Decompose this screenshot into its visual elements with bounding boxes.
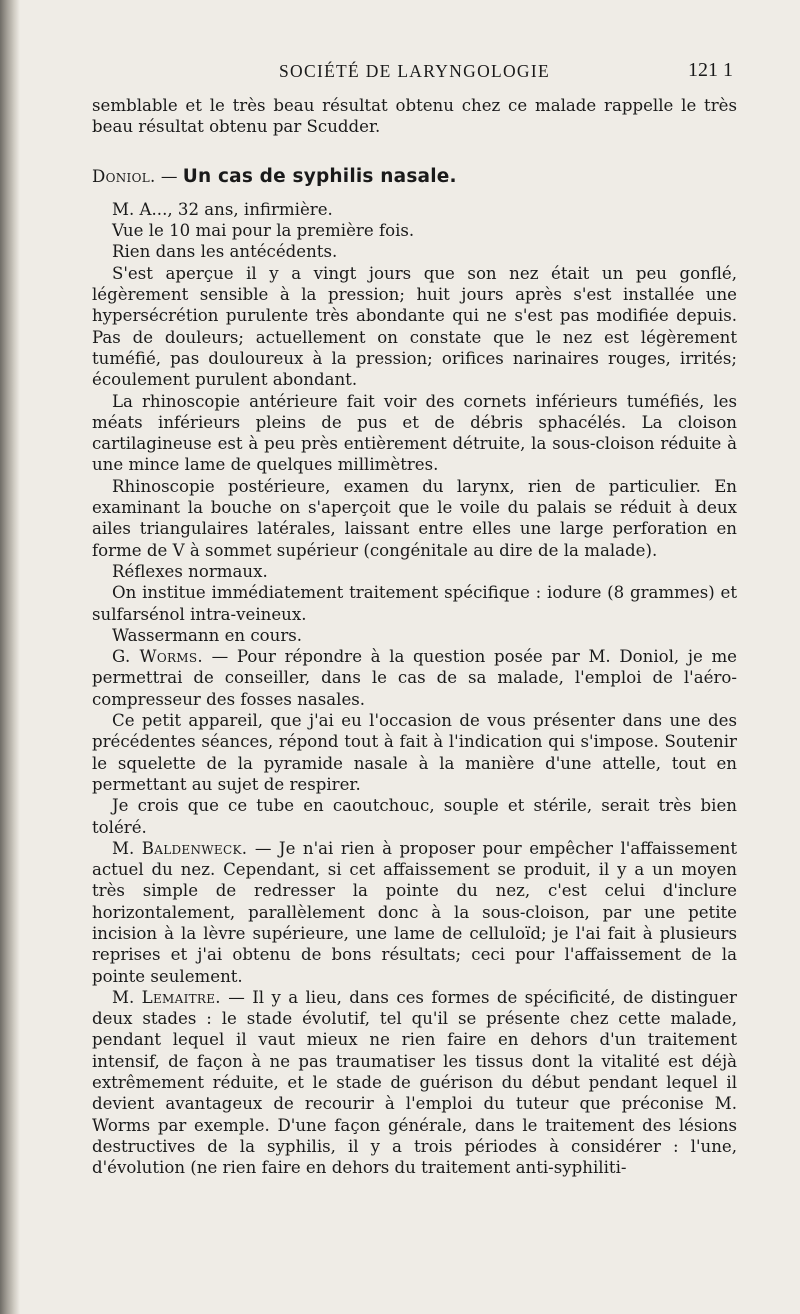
speaker-worms: G. Worms. — [112, 647, 203, 667]
paragraph-wassermann: Wassermann en cours. — [112, 625, 303, 645]
page-header — [92, 55, 737, 95]
lemaitre-prefix: M. — [112, 987, 142, 1007]
binding-shadow — [0, 0, 20, 1314]
paragraph-posterior-rhinoscopy: Rhinoscopie postérieure, examen du larynx, rien de particulier. En examinant la bouche on s'aperçoit que le voile du palais se réduit à deux ailes triangulaires latérales, laissant entre elles une large perforation en forme de V à sommet supérieur (congénitale au dire de la malade). — [92, 476, 737, 560]
lemaitre-text: — Il y a lieu, dans ces formes de spécificité, de distinguer deux stades : le stade évolutif, tel qu'il se présente chez cette malade, pendant lequel il vaut mieux ne rien faire en dehors d'un traitement intensif, de façon à ne pas traumatiser les tissus dont la vitalité est déjà extrêmement réduite, et le stade de guérison du début pendant lequel il devient avantageux de recourir à l'emploi du tuteur que préconise M. Worms par exemple. D'une façon générale, dans le traitement des lésions destructives de la syphilis, il y a trois périodes à considérer : l'une, d'évolution (ne rien faire en dehors du traitement anti-syphiliti- — [92, 987, 737, 1178]
section-dash: — — [155, 166, 183, 186]
section-author: Doniol. — [92, 166, 156, 186]
paragraph-tube: Je crois que ce tube en caoutchouc, souple et stérile, serait très bien toléré. — [92, 796, 737, 837]
paragraph-anterior-rhinoscopy: La rhinoscopie antérieure fait voir des cornets inférieurs tuméfiés, les méats inférieurs pleins de pus et de débris sphacélés. La cloison cartilagineuse est à peu près entièrement détruite, la sous-cloison réduite à une mince lame de quelques millimètres. — [92, 391, 737, 475]
speaker-lemaitre: Lemaitre. — [141, 987, 221, 1007]
section-heading — [92, 166, 737, 187]
running-title: SOCIÉTÉ DE LARYNGOLOGIE — [279, 61, 550, 81]
paragraph-patient: M. A..., 32 ans, infirmière. — [112, 199, 333, 219]
body-text — [92, 95, 737, 1179]
baldenweck-prefix: M. — [112, 838, 142, 858]
paragraph-first-visit: Vue le 10 mai pour la première fois. — [112, 221, 415, 241]
paragraph-history: Rien dans les antécédents. — [112, 242, 338, 262]
document-page — [92, 55, 737, 1179]
section-title: Un cas de syphilis nasale. — [182, 165, 457, 187]
paragraph-baldenweck — [92, 838, 737, 987]
baldenweck-text: — Je n'ai rien à proposer pour empêcher l'affaissement actuel du nez. Cependant, si cet affaissement se produit, il y a un moyen très simple de redresser la pointe du nez, c'est celui d'inclure horizontalement, parallèlement donc à la sous-cloison, par une petite incision à la lèvre supérieure, une lame de celluloïd; je l'ai fait à plusieurs reprises et j'ai obtenu de bons résultats; ceci pour l'affaissement de la pointe seulement. — [92, 838, 737, 986]
paragraph-treatment: On institue immédiatement traitement spécifique : iodure (8 grammes) et sulfarsénol intra-veineux. — [92, 583, 737, 624]
paragraph-worms — [92, 646, 737, 710]
speaker-baldenweck: Baldenweck. — [141, 838, 248, 858]
worms-text: — Pour répondre à la question posée par M. Doniol, je me permettrai de conseiller, dans le cas de sa malade, l'emploi de l'aéro-compresseur des fosses nasales. — [92, 647, 737, 709]
page-number: 121 1 — [688, 59, 733, 81]
paragraph-lemaitre — [92, 987, 737, 1179]
paragraph-reflexes: Réflexes normaux. — [112, 561, 268, 581]
paragraph-continuation: semblable et le très beau résultat obtenu chez ce malade rappelle le très beau résultat obtenu par Scudder. — [92, 96, 737, 137]
paragraph-onset: S'est aperçue il y a vingt jours que son nez était un peu gonflé, légèrement sensible à la pression; huit jours après s'est installée une hypersécrétion purulente très abondante qui ne s'est pas modifiée depuis. Pas de douleurs; actuellement on constate que le nez est légèrement tuméfié, pas douloureux à la pression; orifices narinaires rouges, irrités; écoulement purulent abondant. — [92, 263, 737, 390]
paragraph-apparatus: Ce petit appareil, que j'ai eu l'occasion de vous présenter dans une des précédentes séances, répond tout à fait à l'indication qui s'impose. Soutenir le squelette de la pyramide nasale à la manière d'une attelle, tout en permettant au sujet de respirer. — [92, 711, 737, 794]
